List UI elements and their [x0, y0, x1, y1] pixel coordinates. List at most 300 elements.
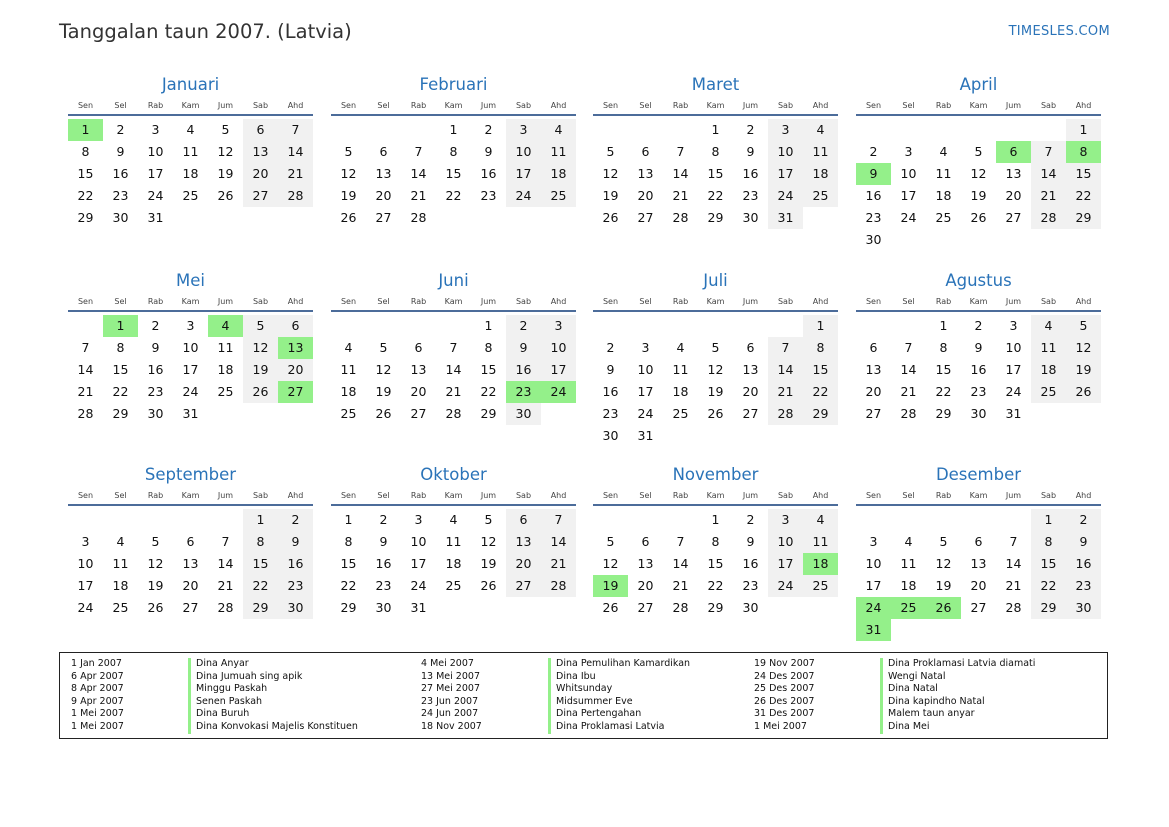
- holiday-day: 24: [856, 597, 891, 619]
- day-cell: 5: [379, 340, 388, 355]
- day-cell: 20: [865, 384, 882, 399]
- holiday-day: 9: [856, 163, 891, 185]
- weekday-label: Kam: [444, 491, 463, 500]
- legend-date: 1 Mei 2007: [754, 720, 807, 732]
- legend-holiday-name: Dina Proklamasi Latvia diamati: [880, 658, 1035, 671]
- day-cell: 23: [742, 578, 759, 593]
- day-cell: 10: [768, 141, 803, 163]
- day-cell: 9: [746, 144, 755, 159]
- day-cell: 23: [1066, 575, 1101, 597]
- empty-cell: [103, 509, 138, 531]
- day-cell: 15: [445, 166, 462, 181]
- weekday-label: Sel: [377, 491, 390, 500]
- weekday-label: Rab: [672, 297, 689, 306]
- day-cell: 23: [865, 210, 882, 225]
- day-cell: 18: [340, 384, 357, 399]
- day-cell: 15: [480, 362, 497, 377]
- day-cell: 22: [340, 578, 357, 593]
- empty-cell: [331, 119, 366, 141]
- day-cell: 18: [1031, 359, 1066, 381]
- day-cell: 9: [606, 362, 615, 377]
- day-cell: 12: [970, 166, 987, 181]
- day-cell: 11: [935, 166, 952, 181]
- day-cell: 21: [1005, 578, 1022, 593]
- weekday-label: Sel: [639, 101, 652, 110]
- day-cell: 5: [939, 534, 948, 549]
- weekday-label: Sen: [865, 491, 882, 500]
- week-row: [856, 207, 1101, 229]
- day-cell: 3: [151, 122, 160, 137]
- day-cell: 24: [768, 185, 803, 207]
- day-cell: 16: [602, 384, 619, 399]
- day-cell: 25: [182, 188, 199, 203]
- day-cell: 5: [221, 122, 230, 137]
- day-cell: 6: [746, 340, 755, 355]
- day-cell: 29: [243, 597, 278, 619]
- header-divider: [68, 310, 313, 312]
- day-cell: 23: [970, 384, 987, 399]
- empty-cell: [891, 509, 926, 531]
- day-cell: 13: [182, 556, 199, 571]
- week-row: [68, 119, 313, 141]
- weekday-label: Jum: [742, 297, 759, 306]
- day-cell: 14: [278, 141, 313, 163]
- day-cell: 30: [506, 403, 541, 425]
- weekday-label: Ahd: [287, 101, 304, 110]
- day-cell: 19: [970, 188, 987, 203]
- weekday-label: Rab: [935, 101, 952, 110]
- day-cell: 11: [672, 362, 689, 377]
- day-cell: 25: [935, 210, 952, 225]
- day-cell: 16: [278, 553, 313, 575]
- day-cell: 15: [1031, 553, 1066, 575]
- day-cell: 9: [506, 337, 541, 359]
- legend-holiday-name: Dina Mei: [880, 721, 1035, 734]
- day-cell: 10: [182, 340, 199, 355]
- week-row: [68, 163, 313, 185]
- empty-cell: [366, 119, 401, 141]
- day-cell: 23: [480, 188, 497, 203]
- month-februari: [331, 74, 576, 229]
- day-cell: 11: [803, 531, 838, 553]
- day-cell: 10: [865, 556, 882, 571]
- day-cell: 16: [506, 359, 541, 381]
- day-cell: 17: [147, 166, 164, 181]
- site-link[interactable]: TIMESLES.COM: [1008, 24, 1110, 39]
- day-cell: 26: [970, 210, 987, 225]
- day-cell: 25: [541, 185, 576, 207]
- legend-holiday-name: Whitsunday: [548, 683, 690, 696]
- day-cell: 30: [602, 428, 619, 443]
- week-row: [331, 119, 576, 141]
- day-cell: 27: [1005, 210, 1022, 225]
- legend-holiday-name: Dina Proklamasi Latvia: [548, 721, 690, 734]
- day-cell: 9: [116, 144, 125, 159]
- header-divider: [593, 114, 838, 116]
- weekday-label: Sel: [114, 297, 127, 306]
- empty-cell: [996, 509, 1031, 531]
- day-cell: 30: [742, 210, 759, 225]
- day-cell: 16: [147, 362, 164, 377]
- weekday-label: Sab: [252, 491, 269, 500]
- day-cell: 18: [182, 166, 199, 181]
- day-cell: 31: [182, 406, 199, 421]
- month-mei: [68, 270, 313, 425]
- day-cell: 21: [672, 188, 689, 203]
- weekday-label: Sab: [252, 101, 269, 110]
- weekday-label: Kam: [706, 101, 725, 110]
- day-cell: 9: [746, 534, 755, 549]
- day-cell: 22: [707, 188, 724, 203]
- day-cell: 12: [935, 556, 952, 571]
- weekday-label: Sab: [1040, 491, 1057, 500]
- holiday-day: 13: [278, 337, 313, 359]
- day-cell: 28: [1005, 600, 1022, 615]
- day-cell: 17: [637, 384, 654, 399]
- weekday-label: Kam: [706, 297, 725, 306]
- day-cell: 22: [243, 575, 278, 597]
- weekday-label: Sen: [865, 101, 882, 110]
- day-cell: 12: [602, 166, 619, 181]
- empty-cell: [628, 509, 663, 531]
- day-cell: 8: [803, 337, 838, 359]
- day-cell: 30: [865, 232, 882, 247]
- weekday-label: Ahd: [287, 491, 304, 500]
- day-cell: 22: [445, 188, 462, 203]
- day-cell: 20: [182, 578, 199, 593]
- weekday-label: Sel: [902, 101, 915, 110]
- day-cell: 20: [506, 553, 541, 575]
- day-cell: 7: [904, 340, 913, 355]
- day-cell: 5: [1066, 315, 1101, 337]
- day-cell: 17: [768, 553, 803, 575]
- empty-cell: [926, 119, 961, 141]
- week-row: [68, 141, 313, 163]
- day-cell: 4: [541, 119, 576, 141]
- month-name: Februari: [419, 75, 488, 94]
- day-cell: 4: [904, 534, 913, 549]
- week-row: [331, 509, 576, 531]
- week-row: [593, 509, 838, 531]
- day-cell: 29: [340, 600, 357, 615]
- day-cell: 7: [81, 340, 90, 355]
- weekday-label: Sen: [340, 101, 357, 110]
- day-cell: 25: [803, 185, 838, 207]
- day-cell: 4: [116, 534, 125, 549]
- legend-holiday-name: Dina Ibu: [548, 671, 690, 684]
- weekday-label: Sen: [602, 101, 619, 110]
- day-cell: 23: [742, 188, 759, 203]
- day-cell: 21: [77, 384, 94, 399]
- day-cell: 13: [637, 166, 654, 181]
- day-cell: 23: [112, 188, 129, 203]
- day-cell: 6: [379, 144, 388, 159]
- day-cell: 28: [410, 210, 427, 225]
- weekday-label: Jum: [1005, 491, 1022, 500]
- day-cell: 29: [112, 406, 129, 421]
- week-row: [331, 531, 576, 553]
- month-name: April: [959, 75, 998, 94]
- day-cell: 16: [375, 556, 392, 571]
- weekday-label: Rab: [410, 297, 427, 306]
- empty-cell: [856, 119, 891, 141]
- day-cell: 27: [970, 600, 987, 615]
- day-cell: 11: [541, 141, 576, 163]
- day-cell: 22: [112, 384, 129, 399]
- day-cell: 6: [278, 315, 313, 337]
- day-cell: 28: [672, 210, 689, 225]
- week-row: [331, 597, 576, 619]
- weekday-label: Sen: [602, 491, 619, 500]
- day-cell: 25: [217, 384, 234, 399]
- day-cell: 10: [541, 337, 576, 359]
- day-cell: 22: [1031, 575, 1066, 597]
- day-cell: 28: [445, 406, 462, 421]
- day-cell: 1: [484, 318, 493, 333]
- empty-cell: [733, 315, 768, 337]
- week-row: [593, 575, 838, 597]
- day-cell: 3: [1009, 318, 1018, 333]
- week-row: [331, 185, 576, 207]
- day-cell: 4: [344, 340, 353, 355]
- day-cell: 18: [900, 578, 917, 593]
- holiday-day: 31: [856, 619, 891, 641]
- weekday-label: Jum: [742, 491, 759, 500]
- weekday-label: Kam: [181, 491, 200, 500]
- day-cell: 26: [375, 406, 392, 421]
- weekday-label: Jum: [480, 297, 497, 306]
- holiday-legend: [59, 652, 1108, 739]
- week-row: [856, 381, 1101, 403]
- month-september: [68, 464, 313, 619]
- day-cell: 10: [900, 166, 917, 181]
- day-cell: 1: [1031, 509, 1066, 531]
- day-cell: 17: [900, 188, 917, 203]
- legend-holiday-name: Dina Natal: [880, 683, 1035, 696]
- week-row: [331, 553, 576, 575]
- weekday-label: Jum: [217, 101, 234, 110]
- legend-date: 24 Des 2007: [754, 670, 815, 682]
- weekday-label: Ahd: [1075, 491, 1092, 500]
- day-cell: 7: [278, 119, 313, 141]
- empty-cell: [401, 119, 436, 141]
- week-row: [593, 553, 838, 575]
- legend-holiday-name: Dina Pertengahan: [548, 708, 690, 721]
- day-cell: 12: [1066, 337, 1101, 359]
- day-cell: 4: [1031, 315, 1066, 337]
- week-row: [593, 315, 838, 337]
- day-cell: 30: [147, 406, 164, 421]
- empty-cell: [663, 315, 698, 337]
- weekday-label: Ahd: [550, 101, 567, 110]
- day-cell: 24: [410, 578, 427, 593]
- legend-date: 6 Apr 2007: [71, 670, 124, 682]
- month-name: September: [144, 465, 237, 484]
- day-cell: 10: [410, 534, 427, 549]
- week-row: [856, 163, 1101, 185]
- weekday-label: Kam: [444, 297, 463, 306]
- week-row: [68, 597, 313, 619]
- weekday-label: Ahd: [812, 297, 829, 306]
- day-cell: 25: [340, 406, 357, 421]
- weekday-label: Rab: [147, 297, 164, 306]
- day-cell: 13: [865, 362, 882, 377]
- weekday-header: [331, 488, 576, 504]
- week-row: [856, 359, 1101, 381]
- week-row: [68, 553, 313, 575]
- day-cell: 19: [602, 188, 619, 203]
- day-cell: 30: [112, 210, 129, 225]
- day-cell: 4: [186, 122, 195, 137]
- day-cell: 17: [541, 359, 576, 381]
- day-cell: 27: [742, 406, 759, 421]
- weekday-header: [331, 294, 576, 310]
- day-cell: 2: [606, 340, 615, 355]
- day-cell: 24: [637, 406, 654, 421]
- day-cell: 4: [676, 340, 685, 355]
- day-cell: 5: [484, 512, 493, 527]
- weekday-label: Sen: [865, 297, 882, 306]
- month-name: Desember: [935, 465, 1022, 484]
- day-cell: 20: [637, 578, 654, 593]
- day-cell: 9: [151, 340, 160, 355]
- day-cell: 14: [1031, 163, 1066, 185]
- legend-date-column: [421, 658, 482, 734]
- legend-holiday-name: Dina Buruh: [188, 708, 358, 721]
- weekday-label: Kam: [181, 101, 200, 110]
- day-cell: 20: [278, 359, 313, 381]
- weekday-label: Sen: [340, 491, 357, 500]
- holiday-day: 1: [103, 315, 138, 337]
- day-cell: 13: [742, 362, 759, 377]
- day-cell: 27: [243, 185, 278, 207]
- empty-cell: [401, 315, 436, 337]
- weekday-label: Sel: [377, 101, 390, 110]
- day-cell: 22: [480, 384, 497, 399]
- weekday-label: Sab: [1040, 297, 1057, 306]
- day-cell: 8: [711, 144, 720, 159]
- header-divider: [331, 114, 576, 116]
- day-cell: 18: [541, 163, 576, 185]
- weekday-label: Sab: [1040, 101, 1057, 110]
- week-row: [593, 359, 838, 381]
- day-cell: 15: [803, 359, 838, 381]
- week-row: [331, 359, 576, 381]
- legend-holiday-name: Dina Konvokasi Majelis Konstituen: [188, 721, 358, 734]
- week-row: [593, 531, 838, 553]
- week-row: [331, 207, 576, 229]
- weekday-label: Ahd: [1075, 101, 1092, 110]
- week-row: [331, 141, 576, 163]
- day-cell: 12: [480, 534, 497, 549]
- day-cell: 1: [344, 512, 353, 527]
- day-cell: 24: [506, 185, 541, 207]
- empty-cell: [208, 509, 243, 531]
- day-cell: 20: [1005, 188, 1022, 203]
- day-cell: 29: [707, 210, 724, 225]
- day-cell: 22: [77, 188, 94, 203]
- week-row: [68, 185, 313, 207]
- day-cell: 23: [278, 575, 313, 597]
- day-cell: 19: [480, 556, 497, 571]
- weekday-label: Sab: [777, 491, 794, 500]
- week-row: [593, 597, 838, 619]
- day-cell: 26: [602, 210, 619, 225]
- weekday-header: [68, 488, 313, 504]
- legend-date-column: [71, 658, 124, 734]
- day-cell: 13: [1005, 166, 1022, 181]
- legend-holiday-name: Wengi Natal: [880, 671, 1035, 684]
- week-row: [331, 337, 576, 359]
- day-cell: 10: [147, 144, 164, 159]
- day-cell: 1: [939, 318, 948, 333]
- day-cell: 10: [637, 362, 654, 377]
- day-cell: 14: [541, 531, 576, 553]
- day-cell: 6: [506, 509, 541, 531]
- holiday-day: 26: [926, 597, 961, 619]
- day-cell: 12: [217, 144, 234, 159]
- day-cell: 31: [768, 207, 803, 229]
- day-cell: 21: [410, 188, 427, 203]
- weekday-label: Sab: [515, 491, 532, 500]
- weekday-header: [593, 488, 838, 504]
- month-name: Juni: [438, 271, 469, 290]
- day-cell: 12: [707, 362, 724, 377]
- holiday-day: 23: [506, 381, 541, 403]
- week-row: [331, 575, 576, 597]
- weekday-header: [593, 98, 838, 114]
- weekday-label: Jum: [217, 491, 234, 500]
- day-cell: 17: [410, 556, 427, 571]
- header-divider: [593, 310, 838, 312]
- day-cell: 22: [803, 381, 838, 403]
- empty-cell: [891, 315, 926, 337]
- day-cell: 6: [641, 144, 650, 159]
- day-cell: 14: [445, 362, 462, 377]
- day-cell: 15: [707, 166, 724, 181]
- day-cell: 24: [77, 600, 94, 615]
- day-cell: 15: [77, 166, 94, 181]
- day-cell: 24: [182, 384, 199, 399]
- day-cell: 27: [506, 575, 541, 597]
- day-cell: 3: [506, 119, 541, 141]
- day-cell: 2: [484, 122, 493, 137]
- empty-cell: [856, 315, 891, 337]
- week-row: [593, 141, 838, 163]
- day-cell: 3: [186, 318, 195, 333]
- day-cell: 8: [484, 340, 493, 355]
- legend-date: 19 Nov 2007: [754, 658, 815, 669]
- empty-cell: [996, 119, 1031, 141]
- week-row: [856, 597, 1101, 619]
- weekday-label: Sab: [252, 297, 269, 306]
- week-row: [593, 403, 838, 425]
- weekday-label: Sen: [77, 101, 94, 110]
- day-cell: 15: [243, 553, 278, 575]
- day-cell: 3: [869, 534, 878, 549]
- legend-date: 13 Mei 2007: [421, 670, 480, 682]
- day-cell: 27: [637, 600, 654, 615]
- day-cell: 15: [935, 362, 952, 377]
- weekday-label: Rab: [410, 491, 427, 500]
- month-juni: [331, 270, 576, 425]
- week-row: [856, 141, 1101, 163]
- day-cell: 21: [900, 384, 917, 399]
- weekday-label: Ahd: [812, 491, 829, 500]
- day-cell: 7: [449, 340, 458, 355]
- day-cell: 2: [974, 318, 983, 333]
- month-april: [856, 74, 1101, 251]
